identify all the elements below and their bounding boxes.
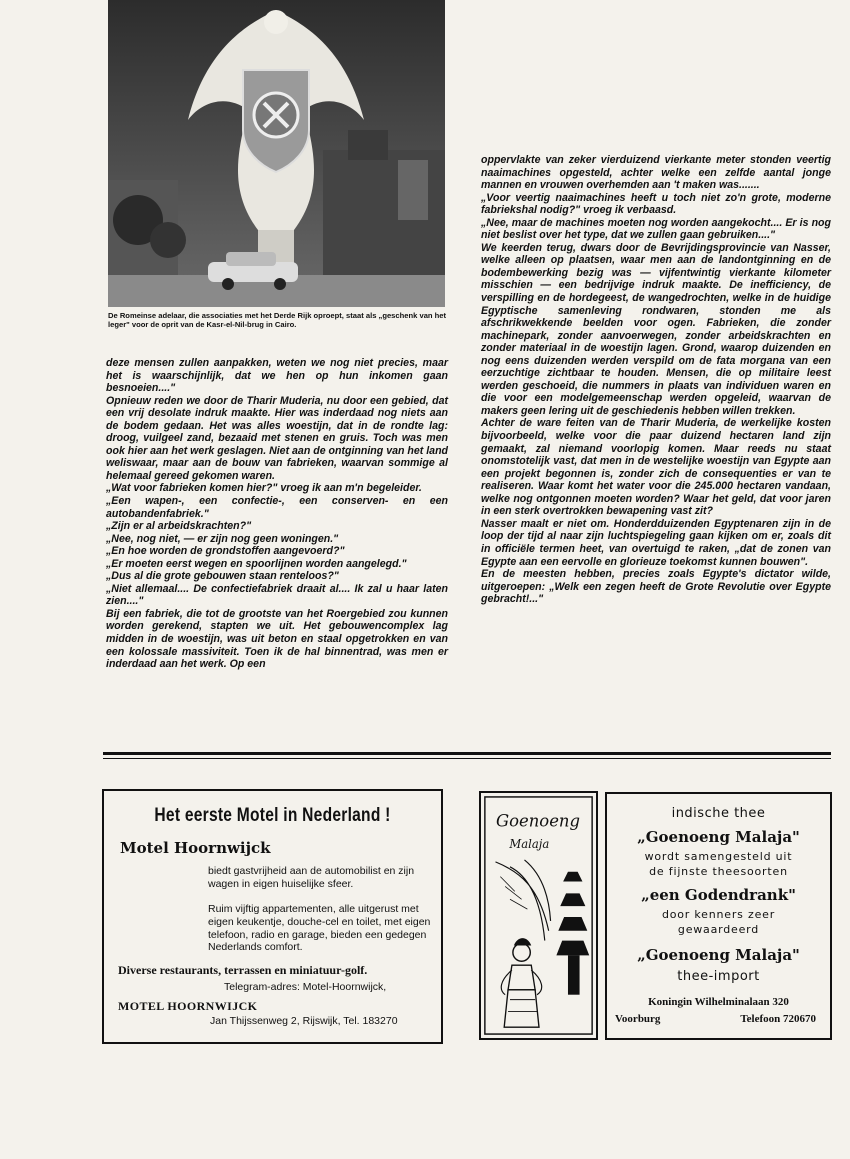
tea-lady-illustration [481,793,596,1038]
ad-telegram-address: Telegram-adres: Motel-Hoornwijck, [224,981,387,993]
ad-street-address: Jan Thijssenweg 2, Rijswijk, Tel. 183270 [210,1015,398,1027]
thee-line-finest: de fijnste theesoorten [649,865,788,878]
tea-illustration-ad [479,791,598,1040]
article-paragraph: „Zijn er al arbeidskrachten?" [106,520,252,533]
art-word-malaja: Malaja [509,837,550,852]
thee-brand: „Goenoeng Malaja" [637,828,800,846]
photo-caption: De Romeinse adelaar, die associaties met het Derde Rijk oproept, staat als „geschenk van het leger" voor de oprit van de Kasr-el-Nil-brug in Cairo. [108,311,447,329]
article-paragraph: „Nee, nog niet, — er zijn nog geen woningen." [106,532,339,545]
article-paragraph: „En hoe worden de grondstoffen aangevoerd?" [106,545,345,558]
ad-brand-name: Motel Hoornwijck [120,839,271,857]
thee-line-gewaardeerd: gewaardeerd [677,923,760,936]
thee-city: Voorburg [615,1013,661,1025]
article-paragraph: Nasser maalt er niet om. Honderdduizenden Egyptenaren zijn in de loop der tijd al naar zijn luchtspiegeling gaan kijken om er, zoals dit in officiële termen heet, van overtuigd te raken, „dat de zonen van Egypte aan een eervolle en glorieuze toekomst kunnen bouwen". [481,517,831,568]
article-paragraph: En de meesten hebben, precies zoals Egypte's dictator wilde, uitgeroepen: „Welk een zegen heeft de Grote Revolutie over Egypte gebracht!..." [481,568,831,606]
article-paragraph: oppervlakte van zeker vierduizend vierkante meter stonden veertig naaimachines opgesteld, achter welke een zelfde aantal jonge mannen en vrouwen overhemden aan 't maken was....... [481,154,831,192]
tea-advertisement [605,792,832,1040]
article-column-left [106,357,448,671]
article-paragraph: „Dus al die grote gebouwen staan renteloos?" [106,570,339,583]
motel-advertisement [102,789,443,1044]
ad-text-apartments: Ruim vijftig appartementen, alle uitgerust met eigen keukentje, douche-cel en toilet, met eigen telefoon, radio en garage, bieden een gedegen Nederlands comfort. [208,903,431,954]
section-divider-thick [103,752,831,755]
section-divider-thin [103,758,831,759]
thee-line-kenners: door kenners zeer [661,908,776,921]
eagle-monument-photo [108,0,445,307]
ad-headline: Het eerste Motel in Nederland ! [154,805,391,826]
article-paragraph: Achter de ware feiten van de Tharir Muderia, de werkelijke kosten bijvoorbeeld, welke voor die paar duizend hectaren land zijn gemaakt, zal niemand voorlopig komen. Maar reeds nu staat onomstotelijk vast, dat men in de westelijke woestijn van Egypte aan een projekt begonnen is, zonder zich de consequenties er van te realiseren. Waar komt het water voor die 245.000 hectaren vandaan, welke nog ontgonnen moeten worden? Waar het geld, dat voor jaren in een sterk overtrokken bewapening vast zit? [481,417,831,518]
article-paragraph: We keerden terug, dwars door de Bevrijdingsprovincie van Nasser, welke alleen op plaatsen, waar men aan de landontginning en de bodembewerking bezig was — vijfentwintig vierkante kilometer misschien — een bedrijvige indruk maakte. De inefficiency, de verspilling en de hordegeest, de wangedrochten, welke in de huidige Egyptische samenleving rondwaren, stonden me als afschrikwekkende beelden voor ogen. Fabrieken, die zonder machinepark, zonder aanvoerwegen, zonder arbeidskrachten en zonder materiaal in de woestijn lagen. Grond, waarop duizenden en nog eens duizenden werden verspild om de fata morgana van een eerzuchtige zichtbaar te houden. Mensen, die op militaire leest werden geschoeid, die nummers in plaats van individuen waren en die voor een modelgemeenschap werden opgeleid, waarvan de makers geen lering uit de geschiedenis hebben willen trekken. [481,241,831,417]
thee-import: thee-import [677,969,760,984]
thee-phone: Telefoon 720670 [740,1013,816,1025]
article-column-right [481,154,831,606]
article-paragraph: „Voor veertig naaimachines heeft u toch niet zo'n grote, moderne fabriekshal nodig?" vroeg ik verbaasd. [481,191,831,217]
article-paragraph: „Nee, maar de machines moeten nog worden aangekocht.... Er is nog niet beslist over het type, dat we zullen gaan gebruiken...." [481,216,831,242]
ad-company-name: MOTEL HOORNWIJCK [118,999,258,1013]
thee-line-composed: wordt samengesteld uit [644,850,793,863]
article-paragraph: Bij een fabriek, die tot de grootste van het Roergebied zou kunnen worden gerekend, stapten we uit. Het gebouwencomplex lag midden in de woestijn, was uit beton en staal opgetrokken en van een kolossale massiviteit. Toen ik de hal binnentrad, was men er inderdaad aan het werk. Op een [106,607,448,671]
article-paragraph: „Er moeten eerst wegen en spoorlijnen worden aangelegd." [106,557,407,570]
ad-text-hospitality: biedt gastvrijheid aan de automobilist en zijn wagen in eigen huiselijke sfeer. [208,865,415,890]
article-paragraph: „Wat voor fabrieken komen hier?" vroeg ik aan m'n begeleider. [106,482,422,495]
article-paragraph: Opnieuw reden we door de Tharir Muderia, nu door een gebied, dat een vrij desolate indruk maakte. Hier was inderdaad nog niets aan de bodem gedaan. Het was alles woestijn, dat in de rondte lag: droog, vuilgeel zand, bezaaid met stenen en gruis. Toch was men ook hier aan het werk geslagen. Niet aan de ontginning van het land weliswaar, maar aan de bouw van fabrieken, waarvan sommige al helemaal gereed gekomen waren. [106,394,449,482]
thee-line-indische: indische thee [671,806,766,821]
thee-brand-repeat: „Goenoeng Malaja" [637,946,800,964]
photo-illustration [108,0,445,307]
article-paragraph: „Niet allemaal.... De confectiefabriek draait al.... Ik zal u haar laten zien...." [106,582,448,608]
thee-street-address: Koningin Wilhelminalaan 320 [648,996,789,1008]
thee-city-phone [615,1013,816,1025]
art-word-goenoeng: Goenoeng [496,811,580,831]
article-paragraph: deze mensen zullen aanpakken, weten we nog niet precies, maar het is waarschijnlijk, dat we hen op hun inkomen gaan besnoeien...." [106,357,448,395]
ad-text-amenities: Diverse restaurants, terrassen en miniatuur-golf. [118,963,368,977]
thee-godendrank: „een Godendrank" [641,886,796,904]
article-paragraph: „Een wapen-, een confectie-, een conserven- en een autobandenfabriek." [106,495,448,520]
